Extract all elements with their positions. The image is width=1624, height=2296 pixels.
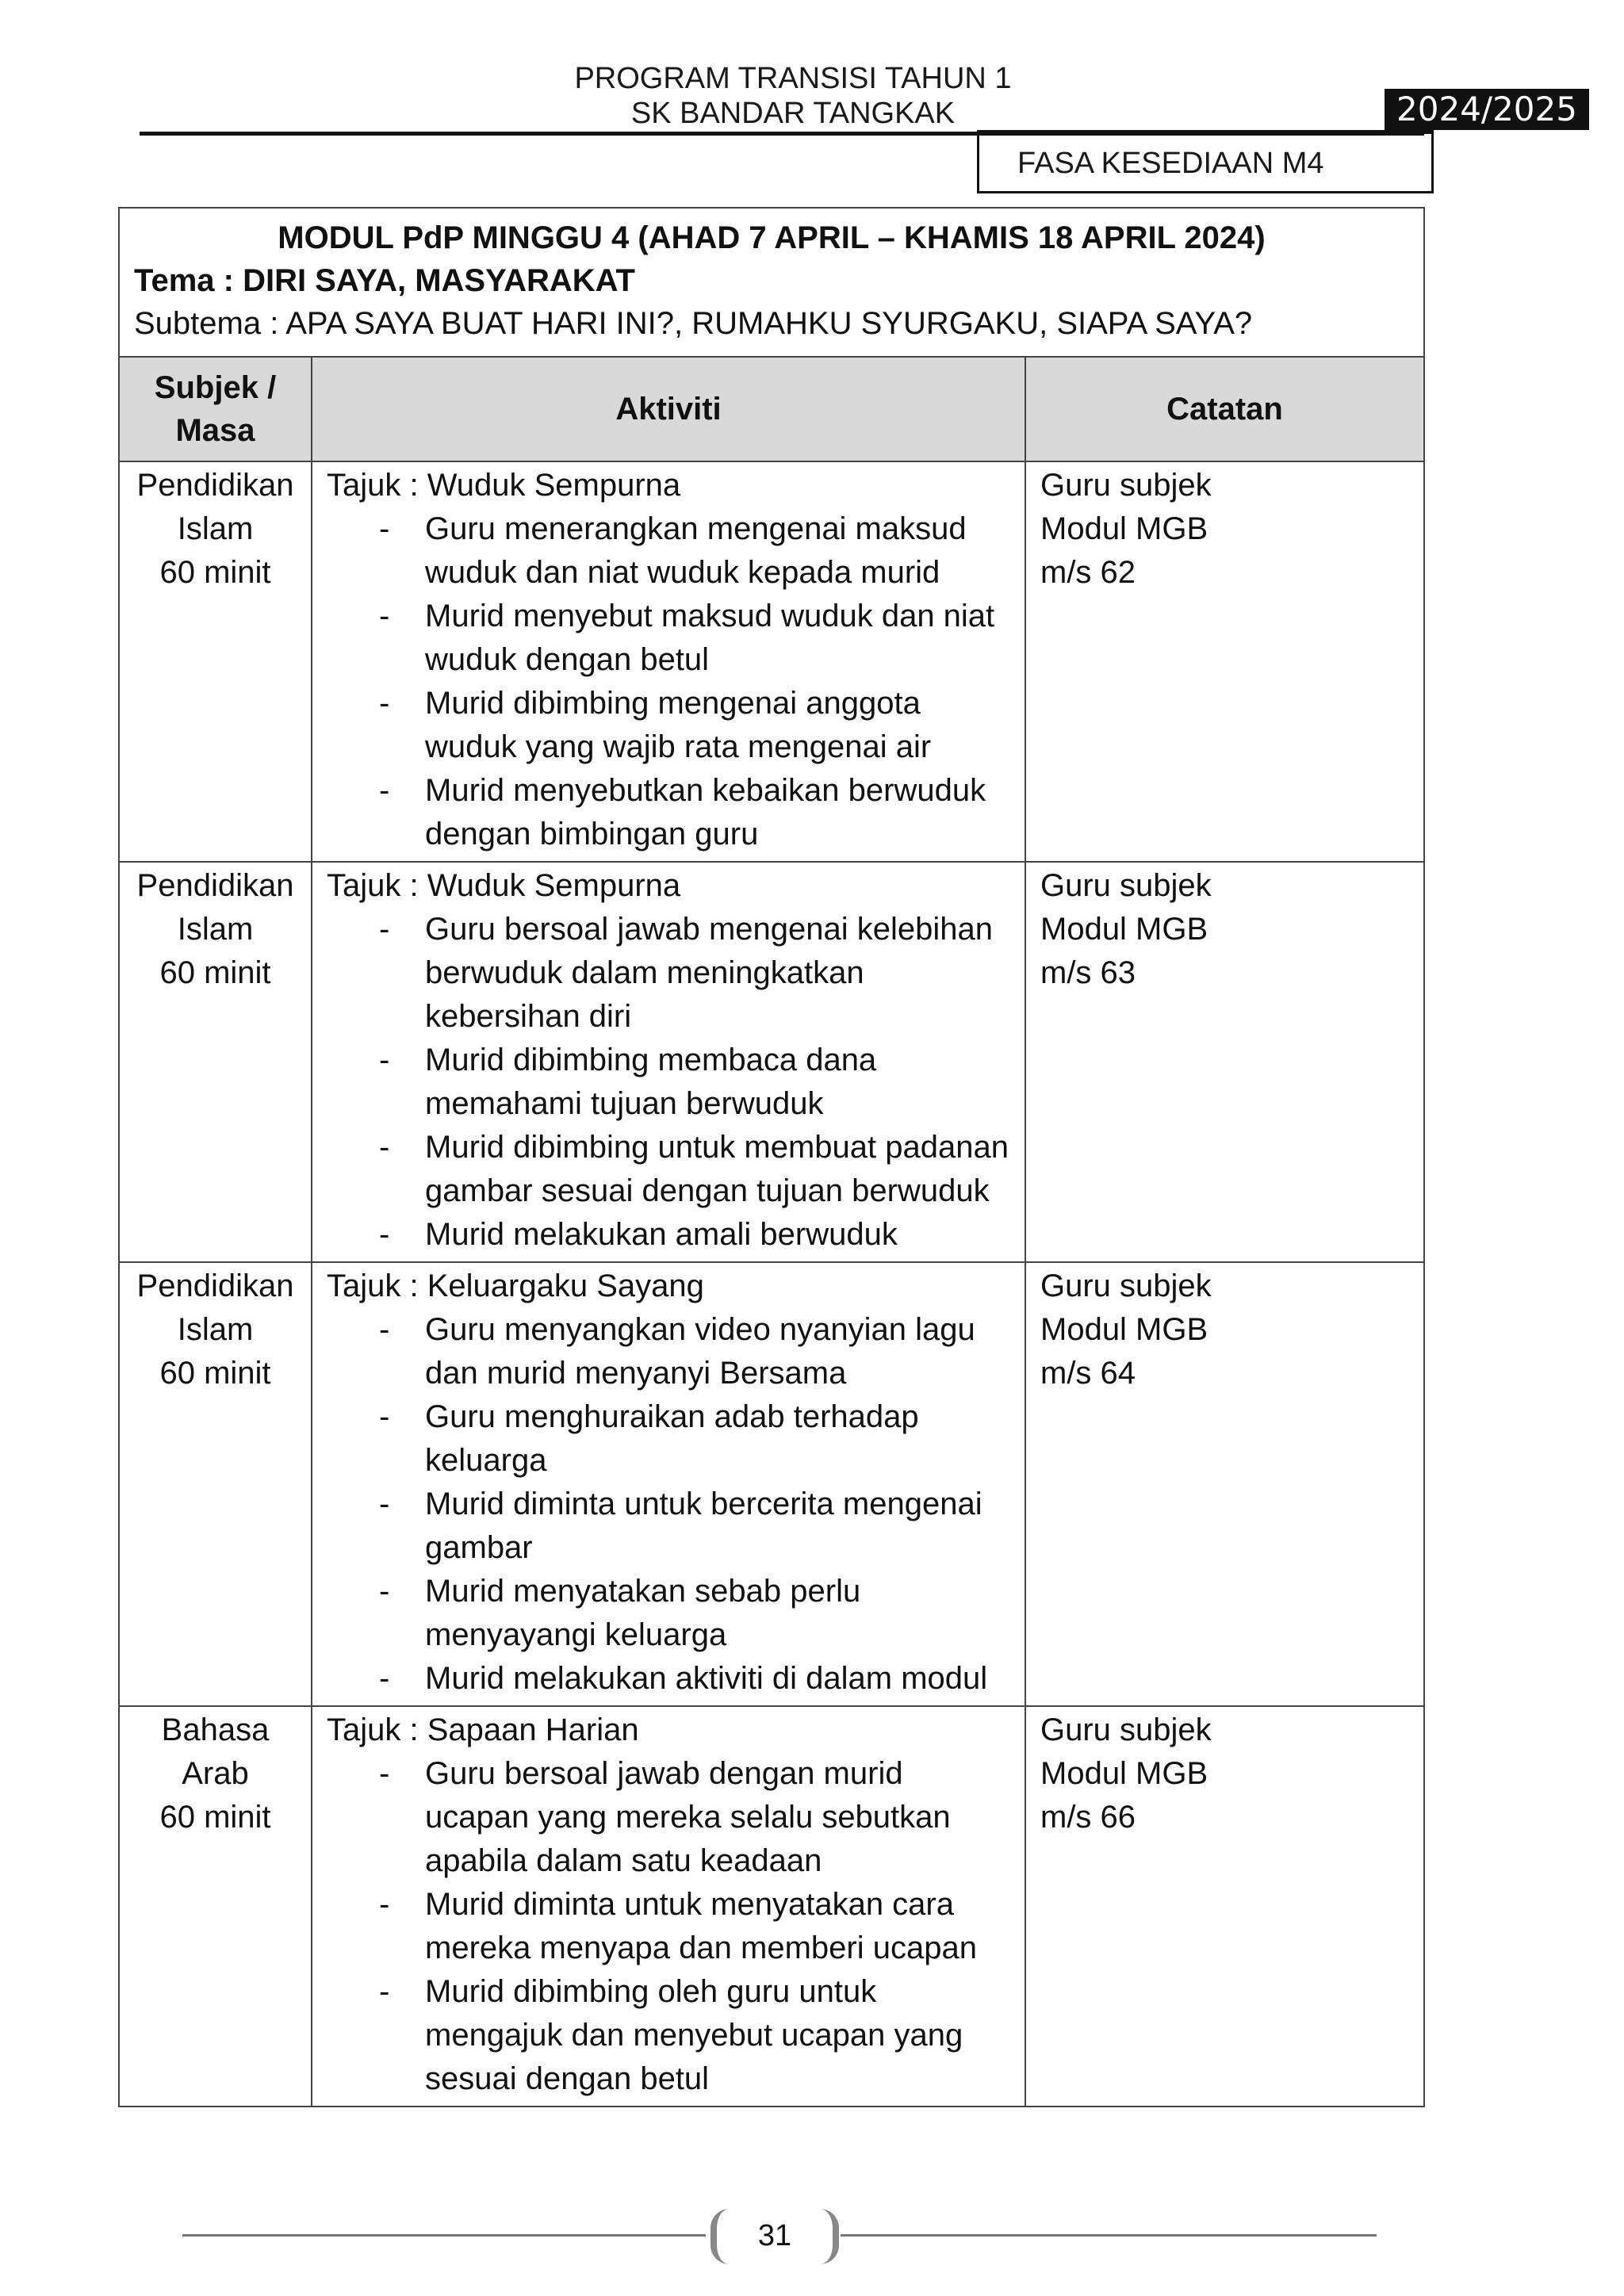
subject-name-line2: Islam [177,912,254,947]
module-subtheme: Subtema : APA SAYA BUAT HARI INI?, RUMAHKU SYURGAKU, SIAPA SAYA? [134,306,1253,341]
note-line: m/s 63 [1040,955,1136,990]
activity-topic: Tajuk : Sapaan Harian [327,1712,639,1747]
activity-item: - Murid diminta untuk bercerita mengenai gambar [327,1483,1013,1570]
table-row [119,862,1424,1262]
subject-duration: 60 minit [159,955,271,990]
activity-topic: Tajuk : Wuduk Sempurna [327,868,681,903]
footer-divider-right [841,2234,1377,2237]
activity-topic: Tajuk : Keluargaku Sayang [327,1269,704,1303]
table-row [119,1706,1424,2107]
activity-item: - Murid menyatakan sebab perlu menyayangi keluarga [327,1570,1013,1657]
subject-cell [119,1706,312,2107]
module-title-row [119,208,1424,357]
note-line: Guru subjek [1040,1269,1212,1303]
activity-item: - Murid melakukan aktiviti di dalam modul [327,1657,1013,1701]
subject-name: Pendidikan [136,1269,294,1303]
notes-cell [1025,862,1424,1262]
activity-item: - Guru bersoal jawab mengenai kelebihan berwuduk dalam meningkatkan kebersihan diri [327,908,1013,1039]
module-title: MODUL PdP MINGGU 4 (AHAD 7 APRIL – KHAMIS 18 APRIL 2024) [278,220,1266,255]
column-header-notes: Catatan [1025,357,1424,461]
activity-item: - Guru bersoal jawab dengan murid ucapan yang mereka selalu sebutkan apabila dalam satu keadaan [327,1752,1013,1883]
activity-cell [312,862,1025,1262]
notes-cell [1025,461,1424,862]
activity-item: - Guru menerangkan mengenai maksud wuduk dan niat wuduk kepada murid [327,507,1013,595]
phase-label: FASA KESEDIAAN M4 [977,130,1434,193]
note-line: Modul MGB [1040,1312,1208,1347]
header-program-title: PROGRAM TRANSISI TAHUN 1 [574,62,1012,95]
activity-item: - Guru menghuraikan adab terhadap keluarga [327,1395,1013,1483]
subject-duration: 60 minit [159,1800,271,1835]
activity-cell [312,1262,1025,1706]
note-line: Guru subjek [1040,1712,1212,1747]
activity-item: - Murid dibimbing oleh guru untuk mengajuk dan menyebut ucapan yang sesuai dengan betul [327,1970,1013,2101]
table-header-row [119,357,1424,461]
activity-item: - Murid menyebutkan kebaikan berwuduk dengan bimbingan guru [327,769,1013,856]
activity-cell [312,461,1025,862]
notes-cell [1025,1706,1424,2107]
activity-item: - Murid dibimbing mengenai anggota wuduk yang wajib rata mengenai air [327,682,1013,769]
activity-item: - Guru menyangkan video nyanyian lagu dan murid menyanyi Bersama [327,1308,1013,1395]
note-line: m/s 64 [1040,1356,1136,1391]
activity-topic: Tajuk : Wuduk Sempurna [327,468,681,503]
subject-name-line2: Islam [177,511,254,546]
module-table [118,207,1425,2107]
subject-duration: 60 minit [159,555,271,590]
column-header-subject: Subjek / Masa [119,357,312,461]
table-row [119,1262,1424,1706]
notes-cell [1025,1262,1424,1706]
subject-name-line2: Islam [177,1312,254,1347]
activity-item: - Murid dibimbing membaca dana memahami tujuan berwuduk [327,1039,1013,1126]
subject-name: Pendidikan [136,868,294,903]
activity-list [327,1752,1013,2101]
subject-duration: 60 minit [159,1356,271,1391]
activity-list [327,908,1013,1257]
note-line: Guru subjek [1040,868,1212,903]
activity-item: - Murid melakukan amali berwuduk [327,1213,1013,1257]
subject-cell [119,1262,312,1706]
subject-name-line2: Arab [182,1756,249,1791]
year-badge: 2024/2025 [1385,89,1589,130]
activity-cell [312,1706,1025,2107]
note-line: Modul MGB [1040,511,1208,546]
subject-cell [119,862,312,1262]
page-number: 31 [710,2209,839,2264]
module-title-cell [119,208,1424,357]
activity-item: - Murid diminta untuk menyatakan cara mereka menyapa dan memberi ucapan [327,1883,1013,1970]
subject-name: Bahasa [161,1712,270,1747]
footer-divider-left [182,2234,706,2237]
note-line: Guru subjek [1040,468,1212,503]
column-header-activity: Aktiviti [312,357,1025,461]
activity-list [327,1308,1013,1701]
activity-item: - Murid dibimbing untuk membuat padanan gambar sesuai dengan tujuan berwuduk [327,1126,1013,1213]
note-line: Modul MGB [1040,1756,1208,1791]
table-row [119,461,1424,862]
header-school-name: SK BANDAR TANGKAK [630,97,956,130]
note-line: Modul MGB [1040,912,1208,947]
subject-name: Pendidikan [136,468,294,503]
note-line: m/s 66 [1040,1800,1136,1835]
module-theme: Tema : DIRI SAYA, MASYARAKAT [134,263,635,298]
activity-list [327,507,1013,856]
note-line: m/s 62 [1040,555,1136,590]
subject-cell [119,461,312,862]
activity-item: - Murid menyebut maksud wuduk dan niat wuduk dengan betul [327,595,1013,682]
